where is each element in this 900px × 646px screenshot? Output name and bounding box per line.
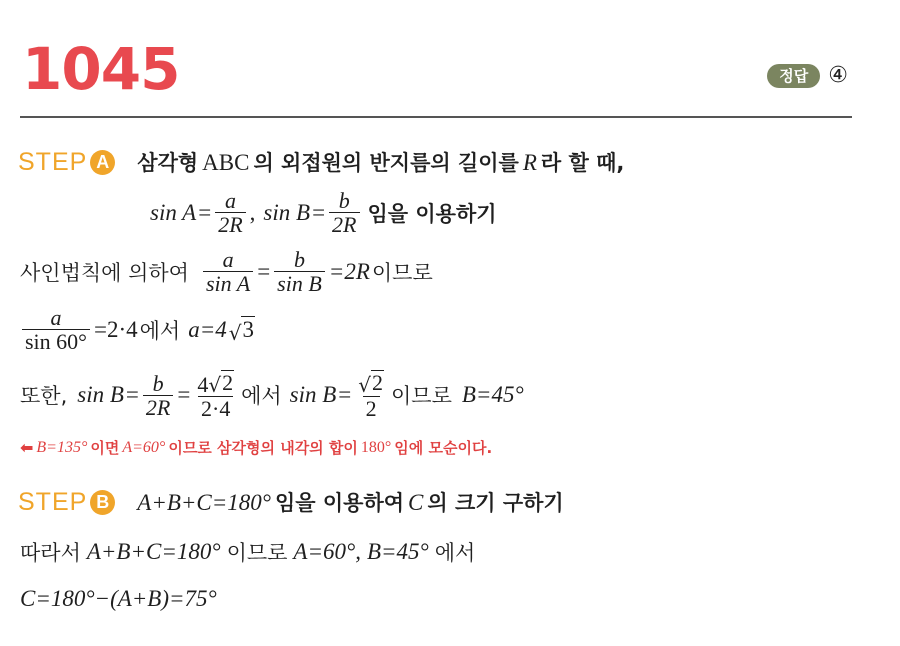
answer-box xyxy=(767,64,848,88)
step-a-title: 삼각형 ABC 의 외접원의 반지름의 길이를 R 라 할 때, xyxy=(137,150,625,175)
step-a-heading xyxy=(18,147,624,177)
answer-badge: 정답 xyxy=(767,64,820,88)
contradiction-note: ⬅ B=135° 이면 A=60° 이므로 삼각형의 내각의 합이 180° 임에 모순이다. xyxy=(20,438,493,457)
side-a-calculation: $\frac{a}{\sin 60^\circ}$ =2·4 에서 a=4 √ 3 xyxy=(20,306,255,353)
fraction: $\frac{b}{2R}$ xyxy=(329,189,359,236)
problem-number: 1045 xyxy=(22,35,180,103)
header-divider xyxy=(20,116,852,118)
fraction: $\frac{b}{\text{sin B}}$ xyxy=(274,248,325,295)
conclusion-line-1: 따라서 A+B+C=180° 이므로 A=60°, B=45° 에서 xyxy=(20,539,476,565)
radical-icon: √ xyxy=(208,373,222,398)
conclusion-line-2: C=180°−(A+B)=75° xyxy=(20,586,217,611)
step-b-heading xyxy=(18,487,564,517)
step-a-badge-icon: A xyxy=(90,150,115,175)
fraction: √ 2 2 xyxy=(358,370,384,422)
fraction: $\frac{a}{\sin 60^\circ}$ xyxy=(22,306,90,353)
answer-value: ④ xyxy=(828,63,848,88)
radical-icon: √ xyxy=(358,373,372,398)
square-root: √ 2 xyxy=(208,370,234,398)
step-b-badge-icon: B xyxy=(90,490,115,515)
square-root: √ 2 xyxy=(358,370,384,398)
fraction: $\frac{b}{2R}$ xyxy=(143,372,173,419)
step-a-subtitle: sin A = $\frac{a}{2R}$ , sin B = $\frac{b}{2R}$ 임을 이용하기 xyxy=(150,188,497,238)
left-arrow-icon: ⬅ xyxy=(20,438,34,457)
radical-icon: √ xyxy=(228,320,242,345)
step-b-title: A+B+C=180° 임을 이용하여 C 의 크기 구하기 xyxy=(137,490,564,515)
fraction: 4 √ 2 2·4 xyxy=(197,370,234,422)
step-label: STEP xyxy=(18,147,88,176)
square-root: √ 3 xyxy=(228,317,254,345)
angle-b-calculation: 또한, sin B = $\frac{b}{2R}$ = 4 √ 2 2·4 에서 sin B = √ 2 2 이므로 B=45° xyxy=(20,370,524,422)
fraction: $\frac{a}{\text{sin A}}$ xyxy=(203,248,253,295)
law-of-sines-line: 사인법칙에 의하여 $\frac{a}{\text{sin A}}$ = $\frac{b}{\text{sin B}}$ =2R 이므로 xyxy=(20,247,433,297)
step-label: STEP xyxy=(18,487,88,516)
fraction: $\frac{a}{2R}$ xyxy=(215,189,245,236)
